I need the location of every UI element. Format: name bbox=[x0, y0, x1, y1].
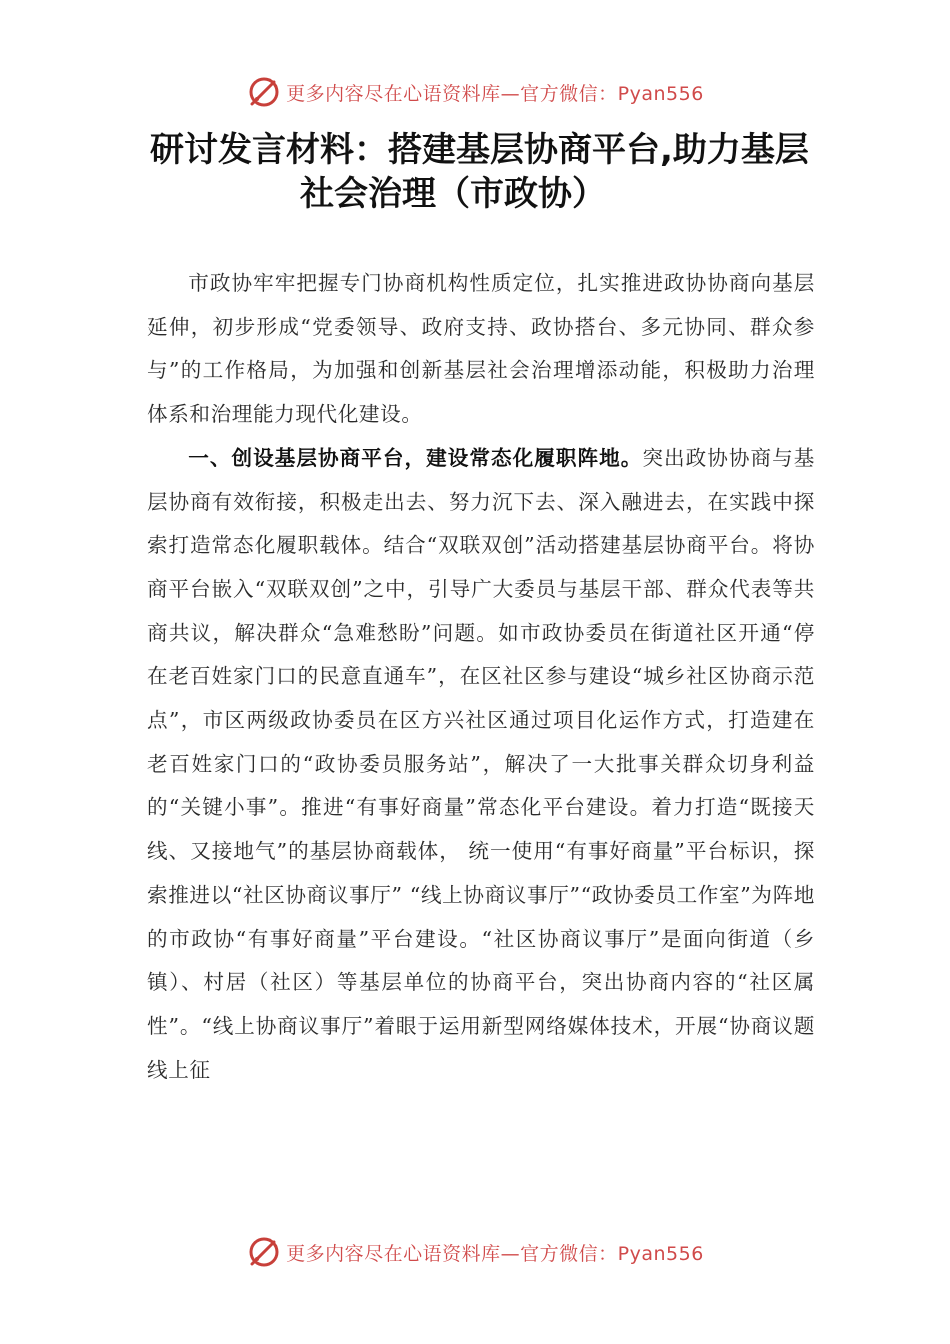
document-body bbox=[147, 262, 815, 1092]
intro-paragraph: 市政协牢牢把握专门协商机构性质定位，扎实推进政协协商向基层延伸，初步形成“党委领导、政府支持、政协搭台、多元协同、群众参与”的工作格局，为加强和创新基层社会治理增添动能，积极助力治理体系和治理能力现代化建设。 bbox=[147, 271, 815, 427]
footer-banner bbox=[0, 1232, 950, 1272]
document-title bbox=[150, 128, 810, 216]
title-line-1: 研讨发言材料：搭建基层协商平台,助力基层 bbox=[150, 130, 809, 170]
footer-banner-text: 更多内容尽在心语资料库—官方微信：Pyan556 bbox=[286, 1242, 704, 1265]
pen-seal-logo-icon bbox=[246, 1234, 282, 1270]
section-1-paragraph bbox=[147, 437, 815, 1093]
header-banner bbox=[0, 72, 950, 112]
title-line-2: 社会治理（市政协） bbox=[300, 174, 606, 214]
pen-seal-logo-icon bbox=[246, 74, 282, 110]
header-banner-text: 更多内容尽在心语资料库—官方微信：Pyan556 bbox=[286, 82, 704, 105]
section-1-heading: 一、创设基层协商平台，建设常态化履职阵地。 bbox=[188, 445, 643, 470]
section-1-body: 突出政协协商与基层协商有效衔接，积极走出去、努力沉下去、深入融进去，在实践中探索打造常态化履职载体。结合“双联双创”活动搭建基层协商平台。将协商平台嵌入“双联双创”之中，引导广大委员与基层干部、群众代表等共商共议，解决群众“急难愁盼”问题。如市政协委员在街道社区开通“停在老百姓家门口的民意直通车”，在区社区参与建设“城乡社区协商示范点”，市区两级政协委员在区方兴社区通过项目化运作方式，打造建在老百姓家门口的“政协委员服务站”，解决了一大批事关群众切身利益的“关键小事”。推进“有事好商量”常态化平台建设。着力打造“既接天线、又接地气”的基层协商载体， 统一使用“有事好商量”平台标识，探索推进以“社区协商议事厅” “线上协商议事厅”“政协委员工作室”为阵地的市政协“有事好商量”平台建设。“社区协商议事厅”是面向街道（乡镇）、村居（社区）等基层单位的协商平台，突出协商内容的“社区属性”。“线上协商议事厅”着眼于运用新型网络媒体技术，开展“协商议题线上征 bbox=[147, 445, 815, 1082]
